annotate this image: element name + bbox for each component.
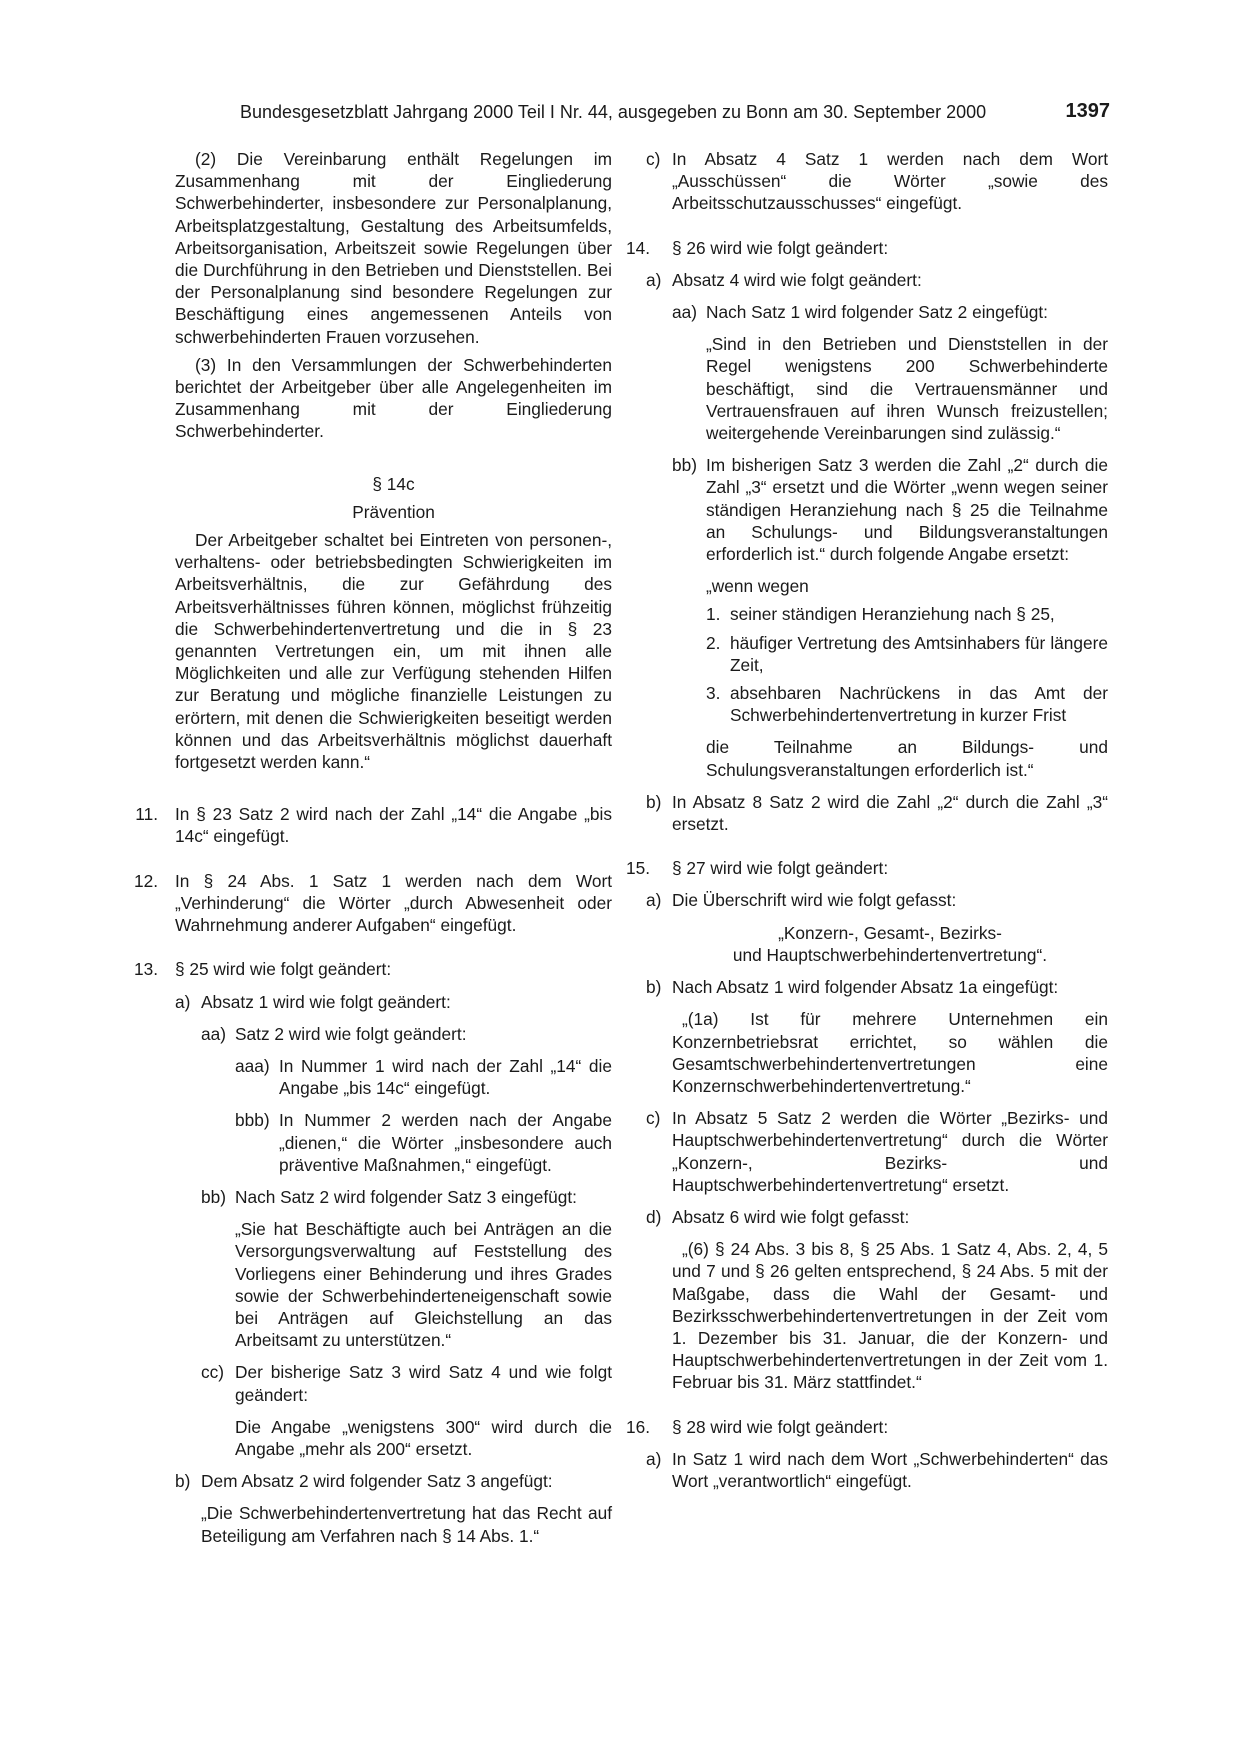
item-13	[128, 958, 612, 980]
item-letter: b)	[646, 977, 662, 998]
quote-15a-line1: „Konzern-, Gesamt-, Bezirks-	[778, 922, 1002, 943]
item-number: 13.	[133, 959, 158, 980]
item-letter: aa)	[672, 302, 697, 323]
item-letter: bb)	[201, 1186, 226, 1207]
item-14a-aa	[634, 301, 1108, 323]
item-letter: d)	[646, 1206, 662, 1227]
quote-15d: „(6) § 24 Abs. 3 bis 8, § 25 Abs. 1 Satz 4, Abs. 2, 4, 5 und 7 und § 26 gelten entsprechend, § 24 Abs. 5 mit der Maßgabe, dass die Wahl der Gesamt- und Bezirksschwerbehindertenvertretungen in der Zeit vom 1. Dezember bis 31. Januar, die der Konzern- und Hauptschwerbehindertenvertretungen in der Zeit vom 1. Februar bis 31. März stattfindet.“	[672, 1239, 1108, 1393]
quote-14a-bb-intro: „wenn wegen	[706, 576, 809, 597]
item-text: In Absatz 5 Satz 2 werden die Wörter „Bezirks- und Hauptschwerbehindertenvertretung“ durch die Wörter „Konzern-, Bezirks- und Hauptschwerbehindertenvertretung“ ersetzt.	[672, 1108, 1108, 1195]
quote-14a-bb-end: die Teilnahme an Bildungs- und Schulungsveranstaltungen erforderlich ist.“	[706, 737, 1108, 780]
item-text: In Nummer 1 wird nach der Zahl „14“ die Angabe „bis 14c“ eingefügt.	[279, 1055, 612, 1099]
item-text: In Satz 1 wird nach dem Wort „Schwerbehinderten“ das Wort „verantwortlich“ eingefügt.	[672, 1448, 1108, 1491]
item-text: In Absatz 8 Satz 2 wird die Zahl „2“ durch die Zahl „3“ ersetzt.	[672, 791, 1108, 835]
left-column	[128, 148, 612, 1547]
item-text: § 27 wird wie folgt geändert:	[672, 858, 889, 879]
quote-13b: „Die Schwerbehindertenvertretung hat das Recht auf Beteiligung am Verfahren nach § 14 Abs. 1.“	[201, 1503, 612, 1546]
item-text: In Absatz 4 Satz 1 werden nach dem Wort „Ausschüssen“ die Wörter „sowie des Arbeitsschutzausschusses“ eingefügt.	[672, 149, 1108, 214]
item-15b	[634, 976, 1108, 998]
quote-15a-line2: und Hauptschwerbehindertenvertretung“.	[732, 944, 1048, 965]
quote-number: 2.	[706, 632, 721, 653]
item-letter: a)	[175, 991, 191, 1012]
item-text: In § 24 Abs. 1 Satz 1 werden nach dem Wort „Verhinderung“ die Wörter „durch Abwesenheit oder Wahrnehmung anderer Aufgaben“ eingefügt.	[175, 870, 612, 936]
item-letter: c)	[646, 149, 661, 169]
paragraph-2: (2) Die Vereinbarung enthält Regelungen im Zusammenhang mit der Eingliederung Schwerbehinderter, insbesondere zur Personalplanung, Arbeitsplatzgestaltung, Gestaltung des Arbeitsumfelds, Arbeitsorganisation, Arbeitszeit sowie Regelungen über die Durchführung in den Betrieben und Dienststellen. Bei der Personalplanung sind besondere Regelungen zur Beschäftigung eines angemessenen Anteils von schwerbehinderten Frauen vorzusehen.	[175, 149, 612, 347]
item-13a-aa-aaa	[128, 1055, 612, 1099]
item-letter: b)	[175, 1471, 191, 1492]
item-13a-aa-bbb	[128, 1109, 612, 1176]
item-text: Absatz 4 wird wie folgt geändert:	[672, 269, 922, 290]
item-14a	[634, 269, 1108, 291]
item-letter: a)	[646, 890, 662, 911]
item-text: § 25 wird wie folgt geändert:	[175, 959, 392, 980]
page-number: 1397	[1065, 100, 1110, 122]
item-text: Nach Absatz 1 wird folgender Absatz 1a eingefügt:	[672, 977, 1059, 998]
item-number: 12.	[133, 870, 158, 891]
item-letter: aa)	[201, 1023, 226, 1044]
item-letter: aaa)	[235, 1055, 270, 1076]
item-text: Im bisherigen Satz 3 werden die Zahl „2“ durch die Zahl „3“ ersetzt und die Wörter „wenn wegen seiner ständigen Heranziehung nach § 25 die Teilnahme an Schulungs- und Bildungsveranstaltungen erforderlich ist.“ durch folgende Angabe ersetzt:	[706, 455, 1108, 565]
quote-text: häufiger Vertretung des Amtsinhabers für längere Zeit,	[730, 632, 1108, 675]
item-text: Nach Satz 1 wird folgender Satz 2 eingefügt:	[706, 302, 1048, 323]
paragraph-3: (3) In den Versammlungen der Schwerbehinderten berichtet der Arbeitgeber über alle Angelegenheiten im Zusammenhang mit der Eingliederung Schwerbehinderter.	[175, 354, 612, 442]
item-15c	[634, 1107, 1108, 1196]
quote-14a-aa: „Sind in den Betrieben und Dienststellen in der Regel wenigstens 200 Schwerbehinderte beschäftigt, sind die Vertrauensmänner und Vertrauensfrauen auf ihren Wunsch freizustellen; weitergehende Vereinbarungen sind zulässig.“	[706, 334, 1108, 444]
item-13a-bb	[128, 1186, 612, 1208]
item-16	[626, 1416, 1108, 1438]
item-15d	[634, 1206, 1108, 1228]
item-15a	[634, 889, 1108, 911]
quote-15b: „(1a) Ist für mehrere Unternehmen ein Konzernbetriebsrat errichtet, so wählen die Gesamtschwerbehindertenvertretungen eine Konzernschwerbehindertenvertretung.“	[672, 1009, 1108, 1096]
page-header	[240, 100, 1110, 128]
item-letter: bb)	[672, 455, 697, 476]
item-12	[128, 870, 612, 937]
quote-text: absehbaren Nachrückens in das Amt der Schwerbehindertenvertretung in kurzer Frist	[730, 683, 1108, 726]
item-text: Absatz 6 wird wie folgt gefasst:	[672, 1206, 910, 1227]
item-text: § 28 wird wie folgt geändert:	[672, 1416, 889, 1437]
item-text: Dem Absatz 2 wird folgender Satz 3 angefügt:	[201, 1471, 553, 1492]
item-letter: a)	[646, 269, 662, 290]
section-heading: Prävention	[352, 501, 435, 522]
quote-number: 3.	[706, 683, 721, 704]
item-text: Die Überschrift wird wie folgt gefasst:	[672, 890, 957, 911]
item-letter: cc)	[201, 1362, 225, 1383]
item-number: 14.	[626, 237, 651, 258]
item-letter: c)	[646, 1108, 661, 1129]
item-letter: b)	[646, 791, 662, 812]
item-text: Nach Satz 2 wird folgender Satz 3 eingefügt:	[235, 1186, 577, 1207]
item-14	[626, 237, 1108, 259]
quote-14a-bb-3	[634, 682, 1108, 726]
item-text: In § 23 Satz 2 wird nach der Zahl „14“ die Angabe „bis 14c“ eingefügt.	[175, 804, 612, 847]
item-number: 15.	[626, 858, 651, 879]
item-13a-aa	[128, 1023, 612, 1045]
item-15	[626, 857, 1108, 879]
item-text: Der bisherige Satz 3 wird Satz 4 und wie folgt geändert:	[235, 1362, 612, 1405]
item-number: 16.	[626, 1416, 651, 1437]
item-16a	[634, 1448, 1108, 1492]
item-letter: a)	[646, 1448, 662, 1469]
quote-14a-bb-1	[634, 603, 1108, 625]
item-13a-cc	[128, 1361, 612, 1405]
section-title: § 14c	[372, 473, 415, 494]
item-text: In Nummer 2 werden nach der Angabe „dienen,“ die Wörter „insbesondere auch präventive Maßnahmen,“ eingefügt.	[279, 1110, 612, 1175]
item-number: 11.	[135, 804, 158, 825]
quote-number: 1.	[706, 604, 721, 625]
item-14b	[634, 791, 1108, 835]
header-citation: Bundesgesetzblatt Jahrgang 2000 Teil I Nr. 44, ausgegeben zu Bonn am 30. September 2000	[240, 102, 987, 122]
item-text: § 26 wird wie folgt geändert:	[672, 237, 889, 258]
item-text: Absatz 1 wird wie folgt geändert:	[201, 991, 451, 1012]
item-14a-bb	[634, 454, 1108, 565]
item-13b	[128, 1470, 612, 1492]
item-text: Satz 2 wird wie folgt geändert:	[235, 1023, 467, 1044]
item-13a	[128, 991, 612, 1013]
item-13c	[634, 148, 1108, 215]
quote-13a-bb: „Sie hat Beschäftigte auch bei Anträgen an die Versorgungsverwaltung auf Feststellung des Vorliegens einer Behinderung und ihres Grades sowie der Schwerbehinderteneigenschaft sowie bei Anträgen auf Gleichstellung an das Arbeitsamt zu unterstützen.“	[235, 1219, 612, 1351]
right-column	[626, 148, 1108, 1492]
quote-14a-bb-2	[634, 632, 1108, 676]
quote-text: seiner ständigen Heranziehung nach § 25,	[730, 604, 1055, 625]
section-text: Der Arbeitgeber schaltet bei Eintreten von personen-, verhaltens- oder betriebsbedingten Schwierigkeiten im Arbeitsverhältnis, die zur Gefährdung des Arbeitsverhältnisses führen können, möglichst frühzeitig die Schwerbehindertenvertretung und die in § 23 genannten Vertretungen ein, um mit ihnen alle Möglichkeiten und alle zur Verfügung stehenden Hilfen zur Beratung und mögliche finanzielle Leistungen zu erörtern, mit denen die Schwierigkeiten beseitigt werden können und das Arbeitsverhältnis möglichst dauerhaft fortgesetzt werden kann.“	[175, 530, 612, 773]
item-letter: bbb)	[235, 1110, 270, 1131]
item-11	[128, 803, 612, 847]
quote-13a-cc: Die Angabe „wenigstens 300“ wird durch die Angabe „mehr als 200“ ersetzt.	[235, 1416, 612, 1459]
